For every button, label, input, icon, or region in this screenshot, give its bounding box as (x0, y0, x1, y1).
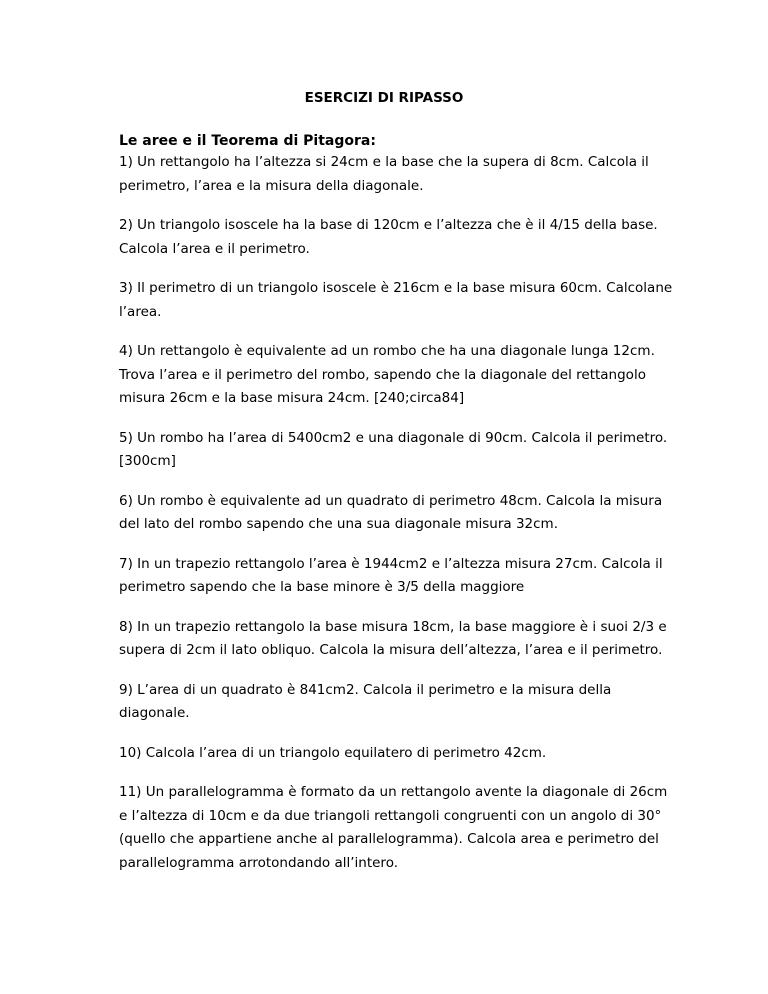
exercise-item: 9) L’area di un quadrato è 841cm2. Calcola il perimetro e la misura della diagonale. (119, 681, 612, 721)
exercise-item: 7) In un trapezio rettangolo l’area è 1944cm2 e l’altezza misura 27cm. Calcola il perimetro sapendo che la base minore è 3/5 della maggiore (119, 555, 663, 595)
exercise-item: 10) Calcola l’area di un triangolo equilatero di perimetro 42cm. (119, 744, 547, 761)
exercise-item: 4) Un rettangolo è equivalente ad un rombo che ha una diagonale lunga 12cm. Trova l’area e il perimetro del rombo, sapendo che la diagonale del rettangolo misura 26cm e la base misura 24cm. [240;circa84] (119, 343, 655, 406)
exercise-item: 5) Un rombo ha l’area di 5400cm2 e una diagonale di 90cm. Calcola il perimetro. [300cm] (119, 429, 668, 469)
exercise-item: 11) Un parallelogramma è formato da un rettangolo avente la diagonale di 26cm e l’altezza di 10cm e da due triangoli rettangoli congruenti con un angolo di 30° (quello che appartiene anche al parallelogramma). Calcola area e perimetro del parallelogramma arrotondando all’intero. (119, 784, 668, 871)
exercise-item: 2) Un triangolo isoscele ha la base di 120cm e l’altezza che è il 4/15 della base. Calcola l’area e il perimetro. (119, 217, 658, 257)
document-title: ESERCIZI DI RIPASSO (304, 90, 464, 106)
exercise-item: 6) Un rombo è equivalente ad un quadrato di perimetro 48cm. Calcola la misura del lato del rombo sapendo che una sua diagonale misura 32cm. (119, 492, 663, 532)
exercise-item: 3) Il perimetro di un triangolo isoscele è 216cm e la base misura 60cm. Calcolane l’area. (119, 280, 673, 320)
section-heading: Le aree e il Teorema di Pitagora: (119, 133, 376, 149)
exercise-item: 1) Un rettangolo ha l’altezza si 24cm e la base che la supera di 8cm. Calcola il perimetro, l’area e la misura della diagonale. (119, 154, 649, 194)
exercise-item: 8) In un trapezio rettangolo la base misura 18cm, la base maggiore è i suoi 2/3 e supera di 2cm il lato obliquo. Calcola la misura dell’altezza, l’area e il perimetro. (119, 618, 667, 658)
exercise-list (119, 151, 679, 891)
